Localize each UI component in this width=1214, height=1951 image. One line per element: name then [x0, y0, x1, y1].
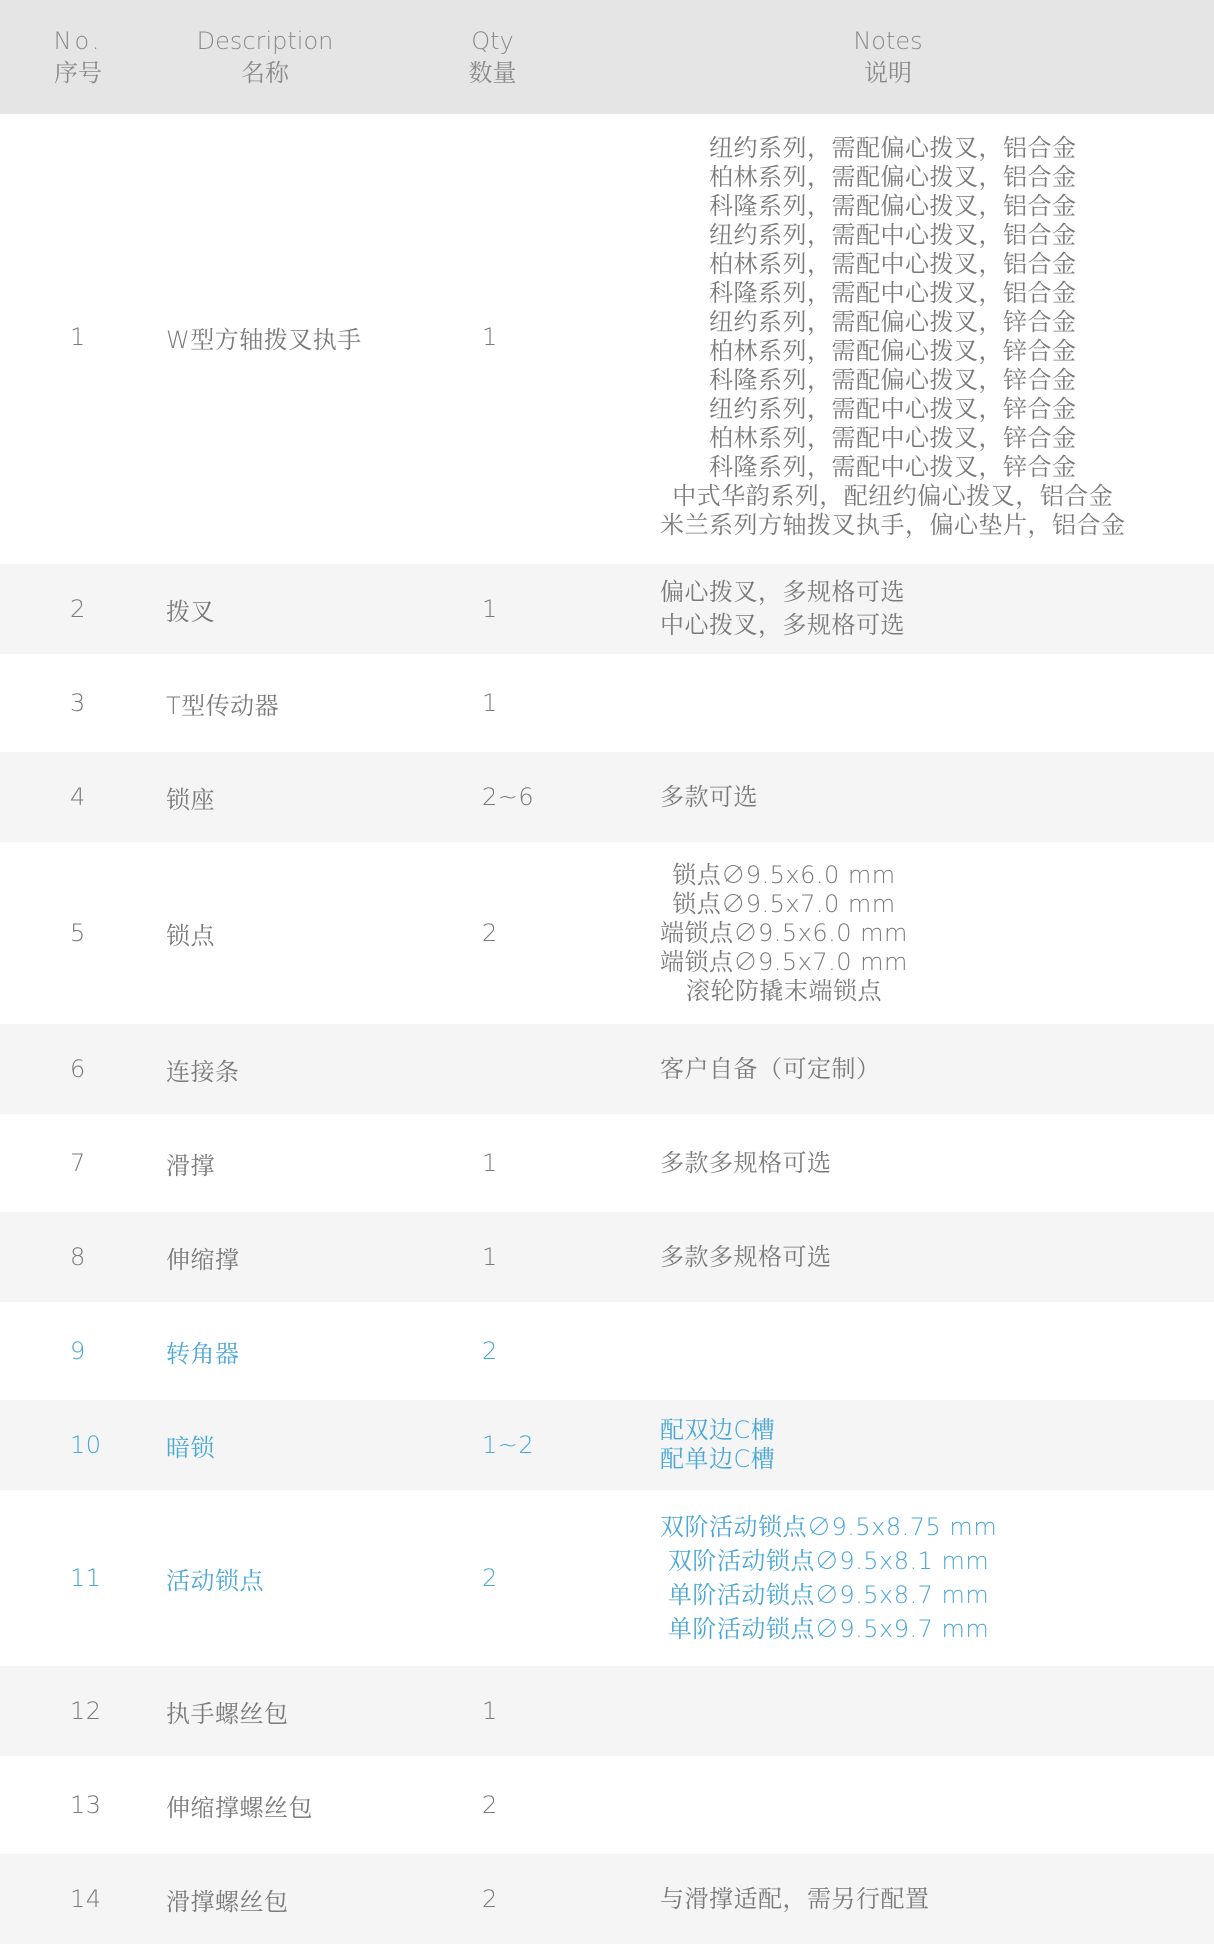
- table-row: [0, 658, 1214, 752]
- note-line: 双阶活动锁点∅9.5x8.1 mm: [667, 1547, 990, 1575]
- row-number: 1: [70, 323, 86, 351]
- note-line: 与滑撑适配，需另行配置: [660, 1884, 930, 1913]
- header-no-zh: 序号: [54, 59, 102, 87]
- note-line: 锁点∅9.5x6.0 mm: [672, 860, 896, 889]
- row-description: W型方轴拨叉执手: [166, 325, 362, 354]
- note-line: 柏林系列，需配偏心拨叉，锌合金: [709, 337, 1077, 365]
- row-qty: 1: [482, 1697, 498, 1725]
- row-description: 活动锁点: [166, 1566, 264, 1595]
- row-notes: [660, 1212, 832, 1302]
- header-no-en: No.: [53, 27, 103, 55]
- note-line: 纽约系列，需配偏心拨叉，锌合金: [709, 308, 1077, 336]
- note-line: 滚轮防撬末端锁点: [685, 976, 882, 1005]
- row-description: 伸缩撑: [166, 1245, 240, 1274]
- row-qty: 1: [482, 595, 498, 623]
- row-number: 8: [70, 1243, 86, 1271]
- note-line: 端锁点∅9.5x7.0 mm: [660, 947, 908, 976]
- header-qty-zh: 数量: [468, 59, 517, 87]
- note-line: 单阶活动锁点∅9.5x9.7 mm: [667, 1615, 990, 1643]
- header-notes-zh: 说明: [864, 59, 912, 87]
- row-number: 7: [70, 1149, 86, 1177]
- row-number: 3: [70, 689, 86, 717]
- table-row: [0, 1760, 1214, 1854]
- row-notes: [660, 1854, 930, 1944]
- row-qty: 2: [482, 1885, 498, 1913]
- note-line: 配单边C槽: [660, 1445, 776, 1473]
- row-notes: [660, 564, 905, 654]
- table-row: [0, 564, 1214, 658]
- note-line: 纽约系列，需配偏心拨叉，铝合金: [709, 134, 1077, 162]
- note-line: 柏林系列，需配中心拨叉，锌合金: [709, 424, 1077, 452]
- note-line: 客户自备（可定制）: [660, 1054, 881, 1083]
- row-description: 拨叉: [166, 597, 215, 626]
- header-notes: [838, 0, 938, 114]
- row-number: 14: [70, 1885, 102, 1913]
- row-number: 9: [70, 1337, 86, 1365]
- row-description: 滑撑: [166, 1151, 215, 1180]
- table-row: [0, 1212, 1214, 1306]
- row-description: 滑撑螺丝包: [166, 1887, 289, 1916]
- note-line: 科隆系列，需配偏心拨叉，铝合金: [709, 192, 1077, 220]
- row-notes: [660, 1400, 775, 1490]
- table-row: [0, 1306, 1214, 1400]
- row-qty: 2~6: [482, 783, 535, 811]
- row-description: 锁座: [166, 785, 215, 814]
- row-qty: 1: [482, 689, 498, 717]
- row-notes: [660, 1024, 881, 1114]
- header-qty: [455, 0, 530, 114]
- header-description: [190, 0, 340, 114]
- table-row: [0, 1118, 1214, 1212]
- row-description: 连接条: [166, 1057, 240, 1086]
- row-description: 执手螺丝包: [166, 1699, 289, 1728]
- table-row: [0, 846, 1214, 1024]
- table-row: [0, 1494, 1214, 1666]
- header-no: [48, 0, 108, 114]
- note-line: 多款可选: [660, 782, 758, 811]
- note-line: 中式华韵系列，配纽约偏心拨叉，铝合金: [672, 482, 1114, 510]
- row-number: 2: [70, 595, 86, 623]
- note-line: 科隆系列，需配中心拨叉，铝合金: [709, 279, 1077, 307]
- table-header: [0, 0, 1214, 114]
- header-qty-en: Qty: [471, 27, 514, 55]
- table-row: [0, 1400, 1214, 1494]
- table-row: [0, 1854, 1214, 1948]
- row-qty: 2: [482, 1791, 498, 1819]
- table-row: [0, 752, 1214, 846]
- note-line: 纽约系列，需配中心拨叉，锌合金: [709, 395, 1077, 423]
- row-qty: 1: [482, 1243, 498, 1271]
- row-qty: 2: [482, 1564, 498, 1592]
- note-line: 双阶活动锁点∅9.5x8.75 mm: [660, 1513, 998, 1541]
- row-number: 11: [70, 1564, 102, 1592]
- header-description-en: Description: [196, 27, 334, 55]
- note-line: 多款多规格可选: [660, 1242, 832, 1271]
- row-number: 12: [70, 1697, 102, 1725]
- table-body: [0, 114, 1214, 1948]
- row-notes: [660, 114, 1126, 560]
- row-qty: 2: [482, 919, 498, 947]
- note-line: 科隆系列，需配中心拨叉，锌合金: [709, 453, 1077, 481]
- note-line: 多款多规格可选: [660, 1148, 832, 1177]
- note-line: 单阶活动锁点∅9.5x8.7 mm: [667, 1581, 990, 1609]
- note-line: 锁点∅9.5x7.0 mm: [672, 889, 896, 918]
- row-qty: 2: [482, 1337, 498, 1365]
- row-number: 4: [70, 783, 86, 811]
- row-description: 暗锁: [166, 1433, 215, 1462]
- note-line: 柏林系列，需配中心拨叉，铝合金: [709, 250, 1077, 278]
- row-description: 转角器: [166, 1339, 240, 1368]
- row-number: 13: [70, 1791, 102, 1819]
- row-description: 伸缩撑螺丝包: [166, 1793, 313, 1822]
- row-notes: [660, 846, 908, 1020]
- row-qty: 1: [482, 323, 498, 351]
- note-line: 柏林系列，需配偏心拨叉，铝合金: [709, 163, 1077, 191]
- row-number: 6: [70, 1055, 86, 1083]
- row-notes: [660, 752, 758, 842]
- note-line: 偏心拨叉，多规格可选: [660, 578, 905, 606]
- note-line: 米兰系列方轴拨叉执手，偏心垫片，铝合金: [660, 511, 1126, 539]
- row-qty: 1~2: [482, 1431, 535, 1459]
- note-line: 科隆系列，需配偏心拨叉，锌合金: [709, 366, 1077, 394]
- note-line: 纽约系列，需配中心拨叉，铝合金: [709, 221, 1077, 249]
- note-line: 配双边C槽: [660, 1416, 776, 1444]
- row-notes: [660, 1494, 997, 1662]
- table-row: [0, 114, 1214, 564]
- table-row: [0, 1666, 1214, 1760]
- row-qty: 1: [482, 1149, 498, 1177]
- header-notes-en: Notes: [853, 27, 923, 55]
- row-notes: [660, 1118, 832, 1208]
- row-description: T型传动器: [166, 691, 280, 720]
- row-number: 10: [70, 1431, 102, 1459]
- row-description: 锁点: [166, 921, 215, 950]
- note-line: 端锁点∅9.5x6.0 mm: [660, 918, 908, 947]
- row-number: 5: [70, 919, 86, 947]
- header-description-zh: 名称: [241, 59, 289, 87]
- table-row: [0, 1024, 1214, 1118]
- note-line: 中心拨叉，多规格可选: [660, 611, 905, 639]
